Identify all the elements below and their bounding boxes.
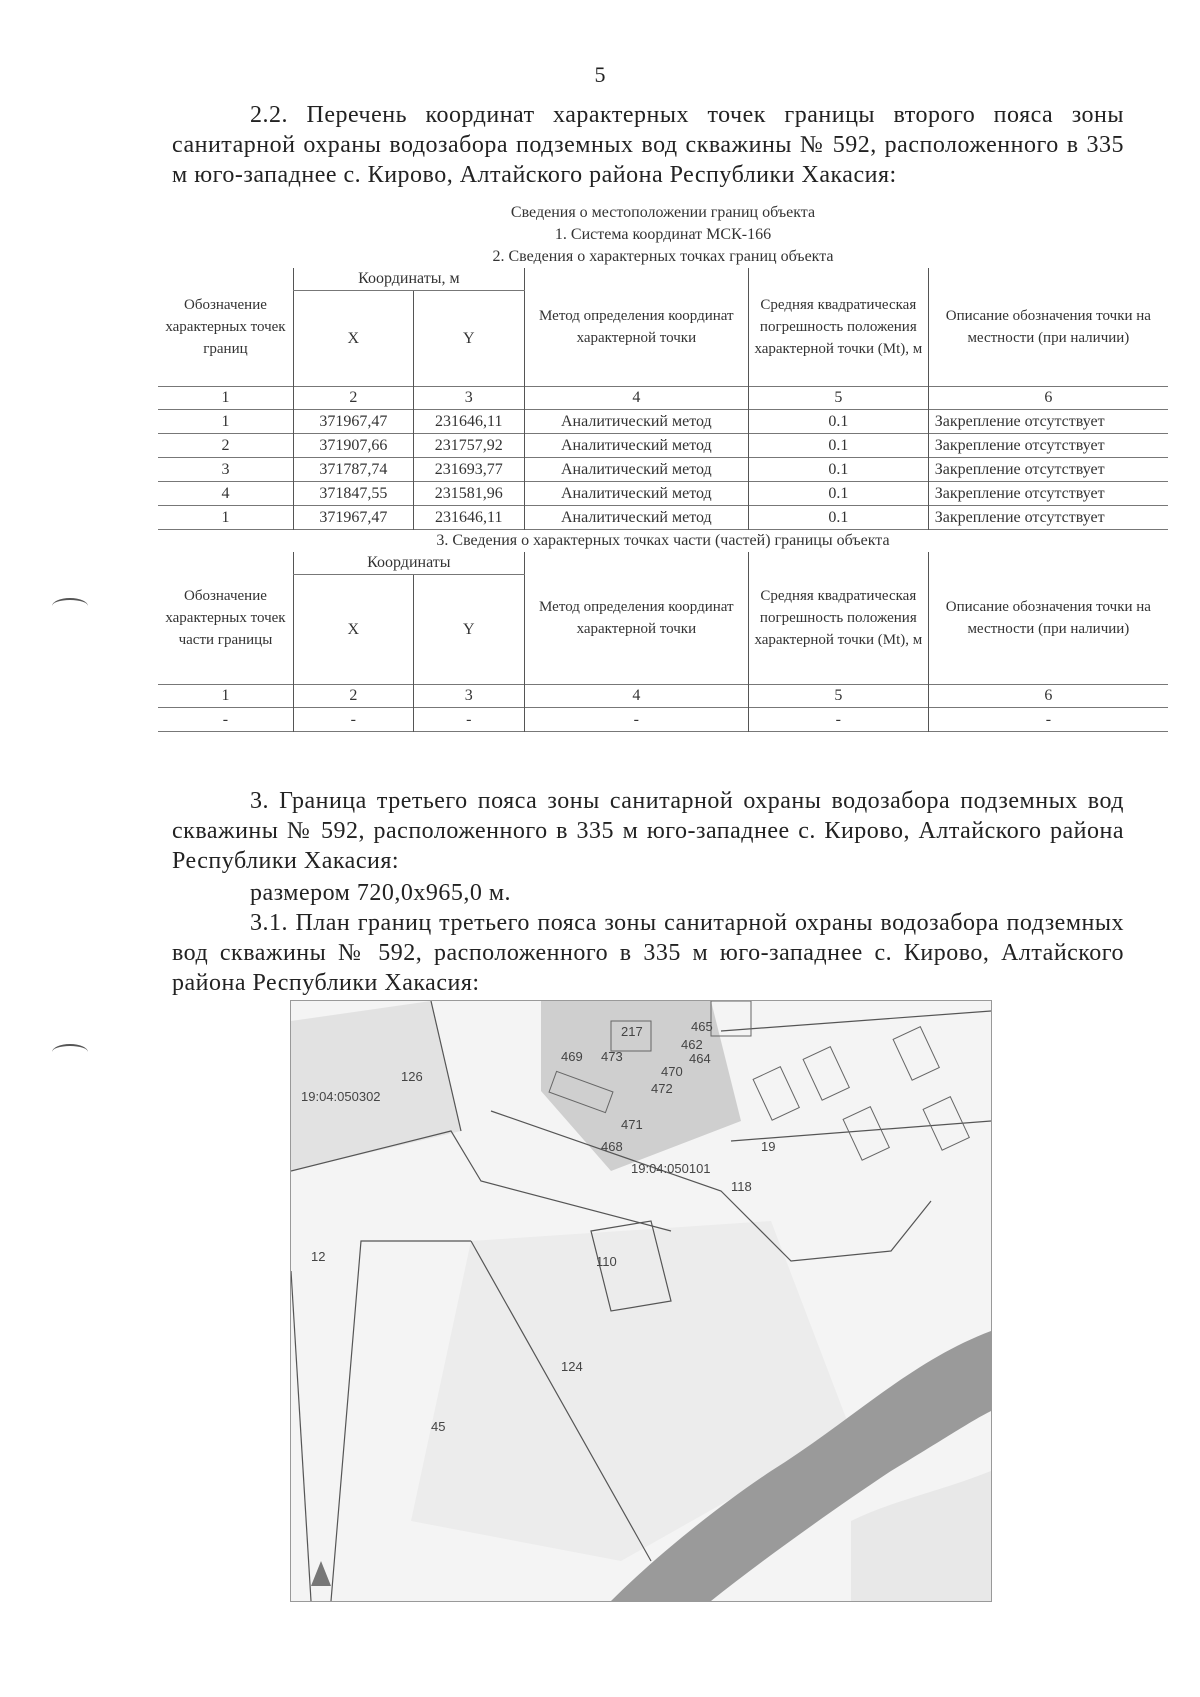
table-row [158,708,1168,732]
map-label: 12 [311,1249,326,1264]
map-label: 19 [761,1139,776,1154]
coord-y: 231581,96 [413,482,524,506]
error: 0.1 [748,434,928,458]
coordinate-system: 1. Система координат МСК-166 [554,226,772,243]
point-id: 1 [221,413,230,430]
description: Закрепление отсутствует [934,413,1105,430]
error: 0.1 [748,482,928,506]
col-y: Y [413,291,524,387]
table-title: Сведения о местоположении границ объекта [510,204,816,221]
coord-y: 231646,11 [413,506,524,530]
table-row [158,506,1168,530]
col-error-part: Средняя квадратическая погрешность положения характерной точки (Mt), м [748,552,928,685]
description: Закрепление отсутствует [934,437,1105,454]
table-row [158,410,1168,434]
point-id: 3 [221,461,230,478]
map-label: 124 [561,1359,583,1374]
map-label: 465 [691,1019,713,1034]
method: Аналитический метод [524,434,748,458]
map-label: 470 [661,1064,683,1079]
table-row [158,434,1168,458]
map-label: 126 [401,1069,423,1084]
col-method-part: Метод определения координат характерной точки [524,552,748,685]
coord-x: 371847,55 [293,482,413,506]
empty-cell: - [524,708,748,732]
method: Аналитический метод [524,458,748,482]
method: Аналитический метод [524,410,748,434]
binding-hole-mark [52,598,88,614]
map-label: 110 [596,1254,617,1269]
col-designation-part: Обозначение характерных точек части границы [165,588,286,648]
method: Аналитический метод [524,506,748,530]
section-3-text: 3. Граница третьего пояса зоны санитарной охраны водозабора подземных вод скважины № 592, расположенного в 335 м юго-западнее с. Кирово, Алтайского района Республики Хакасия: [172,788,1124,874]
coord-y: 231646,11 [413,410,524,434]
map-label: 19:04:050101 [631,1161,711,1176]
col-number-2: 2 [293,685,413,708]
col-number-6: 6 [1044,389,1053,406]
col-number-5: 5 [748,387,928,410]
map-label: 469 [561,1049,583,1064]
empty-cell: - [222,711,229,728]
empty-cell: - [293,708,413,732]
col-number-3: 3 [413,685,524,708]
col-number-1: 1 [221,389,230,406]
empty-cell: - [413,708,524,732]
col-error: Средняя квадратическая погрешность положения характерной точки (Mt), м [748,268,928,387]
section-3-1-text: 3.1. План границ третьего пояса зоны санитарной охраны водозабора подземных вод скважины № 592, расположенного в 335 м юго-западнее с. Кирово, Алтайского района Республики Хакасия: [172,910,1124,996]
zone-size: размером 720,0х965,0 м. [250,880,512,906]
map-label: 472 [651,1081,673,1096]
method: Аналитический метод [524,482,748,506]
point-id: 1 [221,509,230,526]
parts-table [158,552,1168,732]
coord-x: 371967,47 [293,410,413,434]
section-2-2-paragraph [172,100,1124,190]
error: 0.1 [748,458,928,482]
empty-cell: - [748,708,928,732]
map-label: 473 [601,1049,623,1064]
col-number-4: 4 [524,387,748,410]
coordinates-tables [158,202,1168,732]
table-row [158,482,1168,506]
col-number-1: 1 [221,687,230,704]
description: Закрепление отсутствует [934,485,1105,502]
coord-x: 371787,74 [293,458,413,482]
col-coordinates: Координаты, м [293,268,524,291]
error: 0.1 [748,506,928,530]
coord-x: 371967,47 [293,506,413,530]
map-image [291,1001,991,1601]
col-description: Описание обозначения точки на местности (при наличии) [945,308,1151,346]
map-label: 471 [621,1117,643,1132]
col-number-5: 5 [748,685,928,708]
table-row [158,458,1168,482]
zone-plan-map [290,1000,992,1602]
map-label: 462 [681,1037,703,1052]
binding-hole-mark [52,1044,88,1060]
col-number-4: 4 [524,685,748,708]
section-3-1-paragraph [172,908,1124,998]
coord-x: 371907,66 [293,434,413,458]
point-id: 2 [221,437,230,454]
col-x: X [293,291,413,387]
description: Закрепление отсутствует [934,461,1105,478]
map-label: 217 [621,1024,643,1039]
coord-y: 231757,92 [413,434,524,458]
map-label: 118 [731,1179,752,1194]
error: 0.1 [748,410,928,434]
map-label: 19:04:050302 [301,1089,381,1104]
section-2-2-text: 2.2. Перечень координат характерных точек границы второго пояса зоны санитарной охраны водозабора подземных вод скважины № 592, расположенного в 335 м юго-западнее с. Кирово, Алтайского района Республики Хакасия: [172,102,1124,188]
col-number-6: 6 [1044,687,1053,704]
map-label: 468 [601,1139,623,1154]
description: Закрепление отсутствует [934,509,1105,526]
page-number: 5 [594,62,606,87]
points-table [158,202,1168,552]
col-x-part: X [293,575,413,685]
col-coordinates-part: Координаты [293,552,524,575]
col-designation: Обозначение характерных точек границ [165,297,286,357]
points-section-title: 2. Сведения о характерных точках границ объекта [492,248,834,265]
col-y-part: Y [413,575,524,685]
col-number-2: 2 [293,387,413,410]
point-id: 4 [221,485,230,502]
parts-section-title: 3. Сведения о характерных точках части (частей) границы объекта [436,532,890,549]
map-label: 464 [689,1051,711,1066]
map-label: 45 [431,1419,446,1434]
section-3-paragraph [172,786,1124,876]
coord-y: 231693,77 [413,458,524,482]
col-method: Метод определения координат характерной точки [524,268,748,387]
col-description-part: Описание обозначения точки на местности (при наличии) [945,599,1151,637]
col-number-3: 3 [413,387,524,410]
empty-cell: - [1045,711,1052,728]
